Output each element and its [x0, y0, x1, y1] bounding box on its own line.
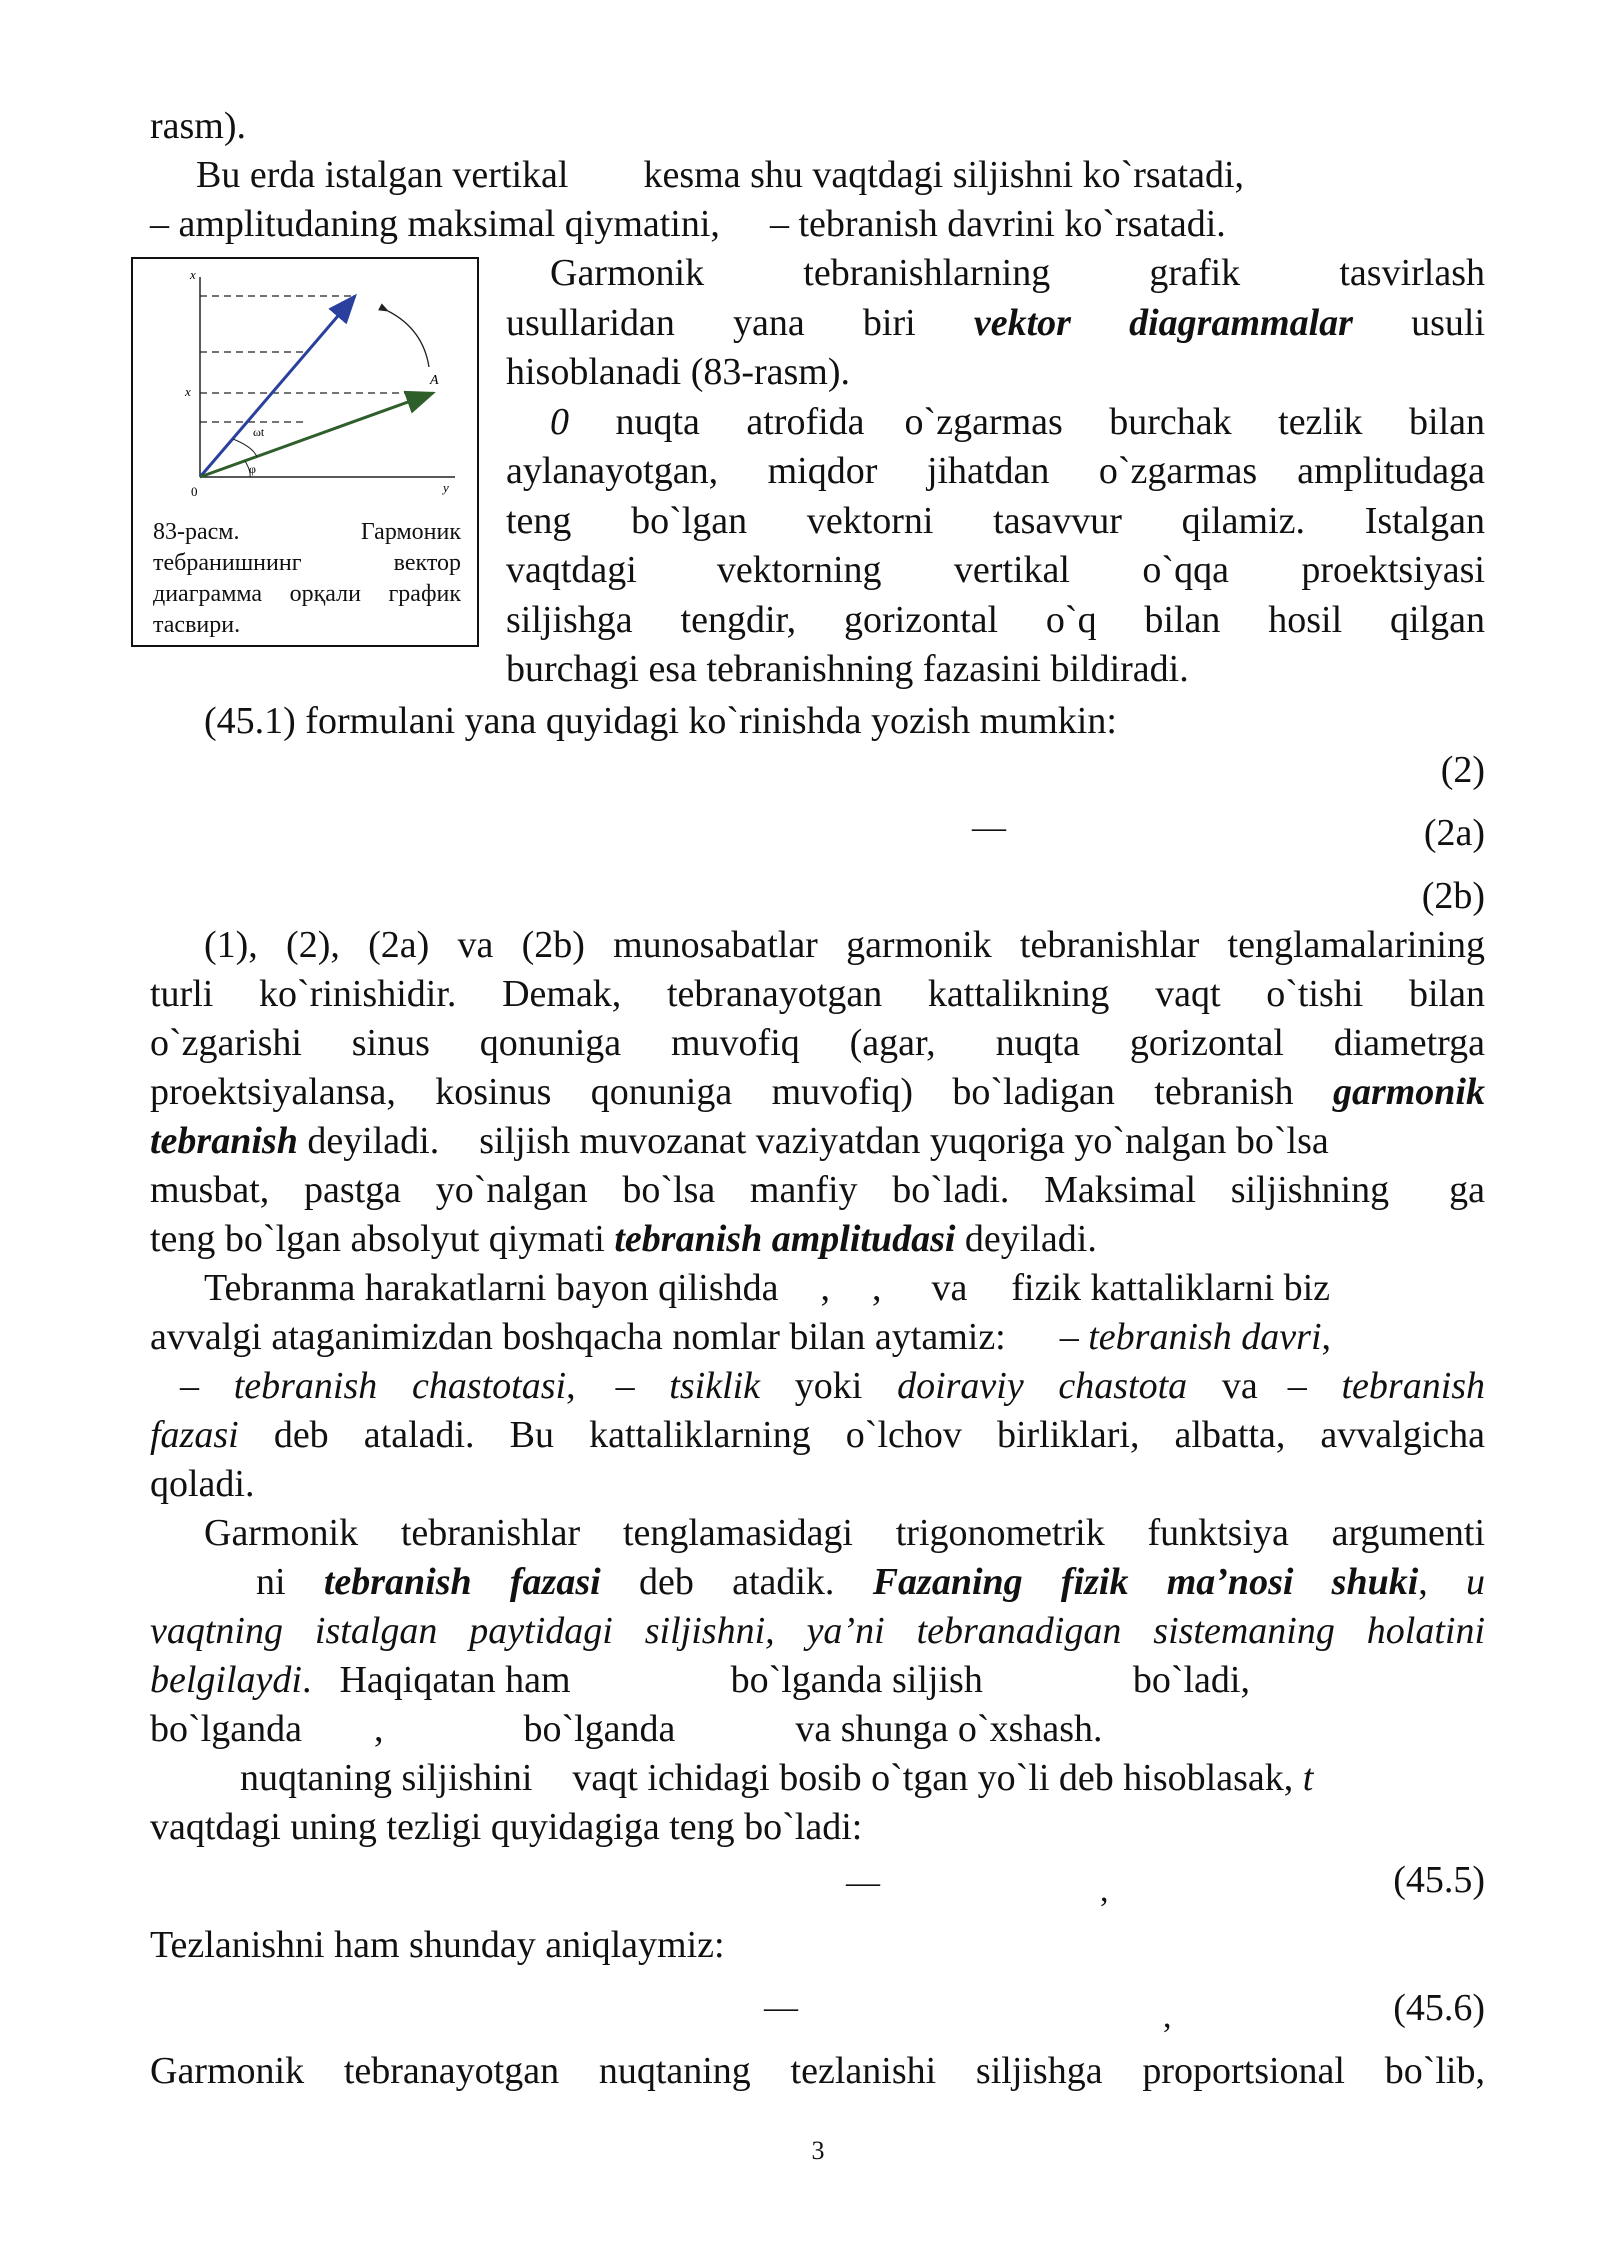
x-projection-label: x: [185, 384, 191, 399]
comma: ,: [1100, 1872, 1109, 1909]
text-line: vaqtdagi uning tezligi quyidagiga teng bo`ladi:: [150, 1806, 863, 1848]
text-line: qoladi.: [150, 1463, 255, 1505]
fraction-bar: —: [764, 1989, 798, 2026]
text-line: o`zgarishi sinus qonuniga muvofiq (agar, nuqta gorizontal diametrga: [150, 1022, 1485, 1064]
equation-number: (2b): [1421, 875, 1485, 917]
text-line: ni tebranish fazasi deb atadik. Fazaning fizik ma’nosi shuki, u: [256, 1561, 1486, 1603]
comma: ,: [1163, 1998, 1172, 2035]
equation-number: (45.6): [1393, 1987, 1485, 2029]
fraction-bar: —: [972, 809, 1006, 846]
text-line: proektsiyalansa, kosinus qonuniga muvofiq) bo`ladigan tebranish garmonik: [150, 1071, 1485, 1113]
text-line: bo`lganda , bo`lganda va shunga o`xshash.: [150, 1708, 1103, 1750]
equation-number: (2): [1440, 749, 1485, 791]
text-line: nuqtaning siljishini vaqt ichidagi bosib o`tgan yo`li deb hisoblasak, t: [240, 1757, 1314, 1799]
text-line: Garmonik tebranayotgan nuqtaning tezlanishi siljishga proportsional bo`lib,: [150, 2050, 1485, 2092]
equation-number: (2a): [1423, 812, 1485, 854]
text-line: – tebranish chastotasi, – tsiklik yoki doiraviy chastota va – tebranish: [180, 1365, 1486, 1407]
page-number: 3: [811, 2136, 825, 2165]
equation-number: (45.5): [1393, 1859, 1485, 1901]
text-line: vaqtning istalgan paytidagi siljishni, ya’ni tebranadigan sistemaning holatini: [150, 1610, 1485, 1652]
origin-label: 0: [191, 484, 198, 499]
phi-label: φ: [249, 462, 256, 476]
figure-83: [131, 257, 479, 647]
omega-t-label: ωt: [253, 425, 265, 439]
axis-y-label: y: [443, 480, 449, 495]
fraction-bar: —: [846, 1864, 880, 1901]
text-line: Tebranma harakatlarni bayon qilishda , , va fizik kattaliklarni biz: [204, 1267, 1331, 1309]
text-line: rasm).: [150, 105, 247, 147]
axis-x-label: x: [190, 267, 196, 282]
text-line: (1), (2), (2a) va (2b) munosabatlar garmonik tebranishlar tenglamalarining: [204, 924, 1485, 966]
text-line: avvalgi ataganimizdan boshqacha nomlar bilan aytamiz: – tebranish davri,: [150, 1316, 1332, 1358]
text-line: Garmonik tebranishlar tenglamasidagi trigonometrik funktsiya argumenti: [204, 1512, 1485, 1554]
text-line: Bu erda istalgan vertikal kesma shu vaqtdagi siljishni ko`rsatadi,: [196, 154, 1245, 196]
text-line: turli ko`rinishidir. Demak, tebranayotgan kattalikning vaqt o`tishi bilan: [150, 973, 1485, 1015]
figure-side-text: Garmonik tebranishlarning grafik tasvirlash usullaridan yana biri vektor diagrammalar usuli hisoblanadi (83-rasm). 0 nuqta atrofida o`zgarmas burchak tezlik bilan aylanayotgan, miqdor jihatdan o`zgarmas amplitudaga teng bo`lgan vektorni tasavvur qilamiz. Istalgan vaqtdagi vektorning vertikal o`qqa proektsiyasi siljishga tengdir, gorizontal o`q bilan hosil qilgan burchagi esa tebranishning fazasini bildiradi.: [506, 252, 1485, 690]
text-line: tebranish deyiladi. siljish muvozanat vaziyatdan yuqoriga yo`nalgan bo`lsa: [150, 1120, 1329, 1162]
text-line: belgilaydi. Haqiqatan ham bo`lganda siljish bo`ladi,: [150, 1659, 1250, 1701]
vector-diagram: [133, 259, 477, 509]
text-line: (45.1) formulani yana quyidagi ko`rinishda yozish mumkin:: [204, 700, 1117, 742]
point-A-label: A: [430, 373, 439, 388]
text-line: musbat, pastga yo`nalgan bo`lsa manfiy bo`ladi. Maksimal siljishning ga: [150, 1169, 1485, 1211]
text-line: teng bo`lgan absolyut qiymati tebranish amplitudasi deyiladi.: [150, 1218, 1097, 1260]
figure-caption: 83-расм. Гармоник тебранишнинг вектор диаграмма орқали график тасвири.: [153, 519, 461, 638]
text-line: – amplitudaning maksimal qiymatini, – tebranish davrini ko`rsatadi.: [150, 203, 1226, 245]
text-line: fazasi deb ataladi. Bu kattaliklarning o`lchov birliklari, albatta, avvalgicha: [150, 1414, 1485, 1456]
text-line: Tezlanishni ham shunday aniqlaymiz:: [150, 1924, 725, 1966]
